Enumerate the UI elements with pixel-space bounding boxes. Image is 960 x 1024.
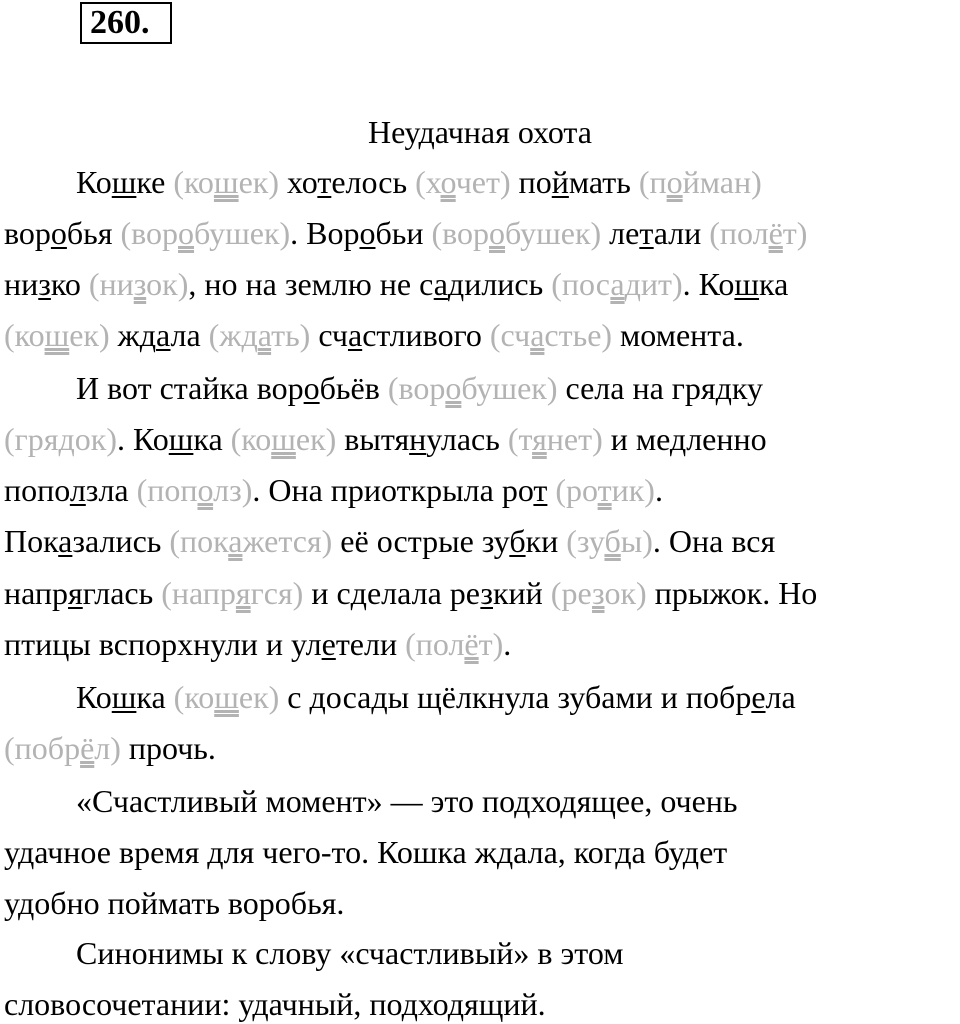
text-line: Показались (покажется) её острые зубки (зубы). Она вся: [4, 523, 776, 559]
text-line: Кошке (кошек) хотелось (хочет) поймать (пойман): [76, 164, 762, 200]
exercise-number: 260.: [90, 4, 150, 41]
text-line: словосочетании: удачный, подходящий.: [4, 986, 546, 1022]
text-line: низко (низок), но на землю не садились (посадит). Кошка: [4, 266, 789, 302]
text-line: поползла (пополз). Она приоткрыла рот (ротик).: [4, 472, 663, 508]
text-line: Синонимы к слову «счастливый» в этом: [76, 935, 624, 971]
text-line: птицы вспорхнули и улетели (полёт).: [4, 626, 512, 662]
text-line: удобно поймать воробья.: [4, 885, 345, 921]
text-line: (грядок). Кошка (кошек) вытянулась (тянет) и медленно: [4, 421, 767, 457]
text-line: И вот стайка воробьёв (воробушек) села на грядку: [76, 370, 763, 406]
text-line: «Счастливый момент» — это подходящее, очень: [76, 783, 738, 819]
text-line: Кошка (кошек) с досады щёлкнула зубами и побрела: [76, 679, 796, 715]
text-line: удачное время для чего-то. Кошка ждала, когда будет: [4, 834, 728, 870]
text-title: Неудачная охота: [368, 114, 592, 150]
text-line: воробья (воробушек). Воробьи (воробушек) летали (полёт): [4, 215, 808, 251]
text-line: напряглась (напрягся) и сделала резкий (резок) прыжок. Но: [4, 575, 818, 611]
text-line: (побрёл) прочь.: [4, 730, 216, 766]
text-line: (кошек) ждала (ждать) счастливого (счастье) момента.: [4, 317, 744, 353]
exercise-number-box: [80, 2, 172, 44]
